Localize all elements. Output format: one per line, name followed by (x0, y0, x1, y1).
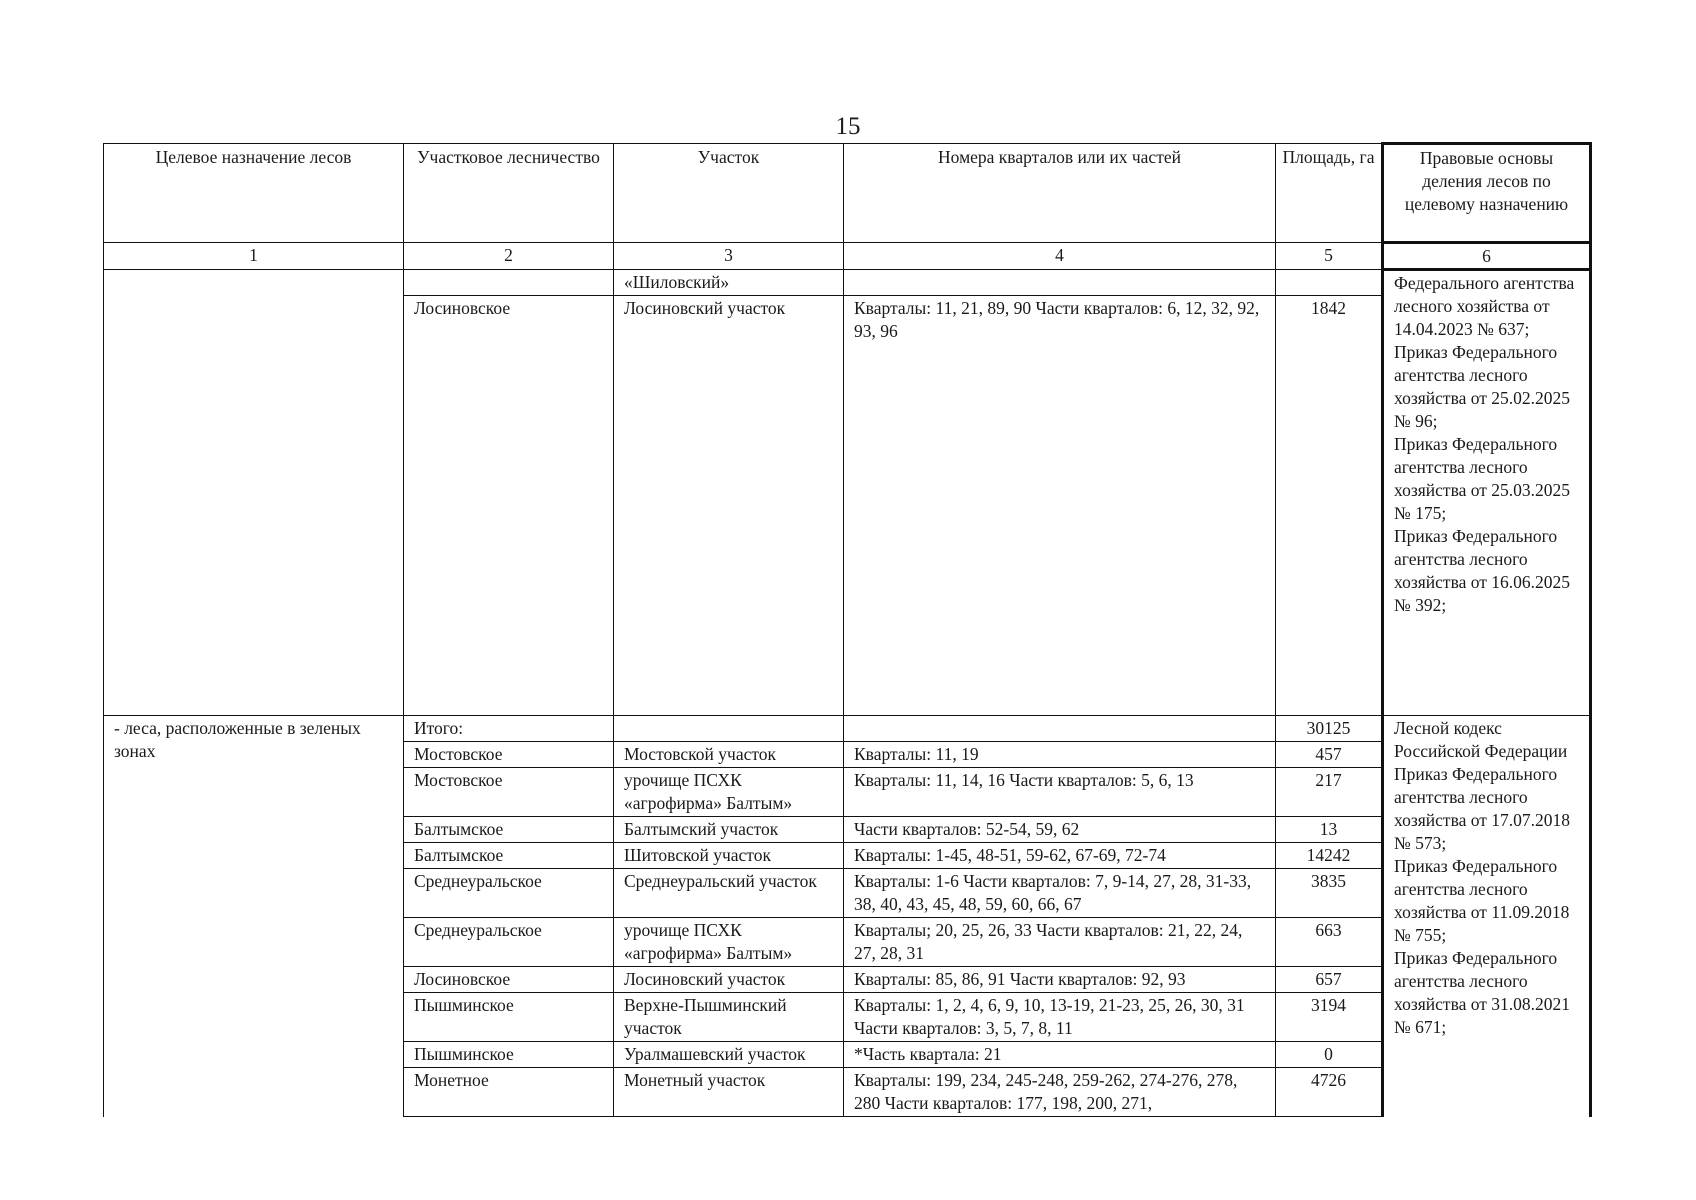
quarters-cell: Кварталы: 1, 2, 4, 6, 9, 10, 13-19, 21-23, 25, 26, 30, 31 Части кварталов: 3, 5, 7, 8, 11 (844, 993, 1276, 1042)
column-number: 1 (104, 243, 404, 270)
header-quarters: Номера кварталов или их частей (844, 144, 1276, 243)
forestry-cell: Среднеуральское (404, 869, 614, 918)
header-forestry: Участковое лесничество (404, 144, 614, 243)
header-legal-basis: Правовые основы деления лесов по целевому назначению (1383, 144, 1591, 243)
quarters-cell: Части кварталов: 52-54, 59, 62 (844, 817, 1276, 843)
area-cell: 13 (1276, 817, 1383, 843)
area-cell: 657 (1276, 967, 1383, 993)
parcel-cell: Среднеуральский участок (614, 869, 844, 918)
parcel-cell: Верхне-Пышминский участок (614, 993, 844, 1042)
legal-basis-item: Приказ Федерального агентства лесного хозяйства от 31.08.2021 № 671; (1394, 948, 1571, 1037)
header-purpose: Целевое назначение лесов (104, 144, 404, 243)
legal-basis-item: Приказ Федерального агентства лесного хозяйства от 16.06.2025 № 392; (1394, 526, 1571, 615)
area-cell: 3194 (1276, 993, 1383, 1042)
legal-basis-cell (1383, 270, 1591, 716)
column-number-row (104, 243, 1591, 270)
forestry-cell: Мостовское (404, 768, 614, 817)
legal-basis-item: Приказ Федерального агентства лесного хозяйства от 11.09.2018 № 755; (1394, 856, 1570, 945)
area-cell: 217 (1276, 768, 1383, 817)
forestry-cell: Среднеуральское (404, 918, 614, 967)
legal-basis-item: Приказ Федерального агентства лесного хозяйства от 25.02.2025 № 96; (1394, 342, 1571, 431)
total-area: 30125 (1276, 716, 1383, 742)
parcel-cell: Лосиновский участок (614, 967, 844, 993)
parcel-cell: урочище ПСХК «агрофирма» Балтым» (614, 768, 844, 817)
column-number: 5 (1276, 243, 1383, 270)
forestry-cell: Пышминское (404, 1042, 614, 1068)
area-cell: 3835 (1276, 869, 1383, 918)
forestry-cell (404, 270, 614, 296)
legal-basis-cell (1383, 716, 1591, 1117)
quarters-cell: Кварталы: 11, 21, 89, 90 Части кварталов: 6, 12, 32, 92, 93, 96 (844, 296, 1276, 716)
forestry-cell: Балтымское (404, 843, 614, 869)
forestry-cell: Лосиновское (404, 967, 614, 993)
quarters-cell: Кварталы: 85, 86, 91 Части кварталов: 92, 93 (844, 967, 1276, 993)
parcel-cell: Уралмашевский участок (614, 1042, 844, 1068)
area-cell: 1842 (1276, 296, 1383, 716)
header-area: Площадь, га (1276, 144, 1383, 243)
purpose-cell-empty (104, 270, 404, 716)
purpose-cell: - леса, расположенные в зеленых зонах (104, 716, 404, 1117)
area-cell: 0 (1276, 1042, 1383, 1068)
total-row (104, 716, 1591, 742)
forestry-cell: Мостовское (404, 742, 614, 768)
parcel-cell (614, 716, 844, 742)
quarters-cell (844, 716, 1276, 742)
parcel-cell: Монетный участок (614, 1068, 844, 1117)
legal-basis-item: Приказ Федерального агентства лесного хозяйства от 17.07.2018 № 573; (1394, 764, 1571, 853)
column-number: 3 (614, 243, 844, 270)
parcel-cell: Балтымский участок (614, 817, 844, 843)
area-cell: 14242 (1276, 843, 1383, 869)
quarters-cell: Кварталы: 199, 234, 245-248, 259-262, 274-276, 278, 280 Части кварталов: 177, 198, 200, 271, (844, 1068, 1276, 1117)
parcel-cell: урочище ПСХК «агрофирма» Балтым» (614, 918, 844, 967)
total-label: Итого: (404, 716, 614, 742)
area-cell: 4726 (1276, 1068, 1383, 1117)
forest-purpose-table (103, 142, 1592, 1117)
quarters-cell: Кварталы; 20, 25, 26, 33 Части кварталов: 21, 22, 24, 27, 28, 31 (844, 918, 1276, 967)
column-number: 2 (404, 243, 614, 270)
area-cell: 663 (1276, 918, 1383, 967)
quarters-cell: Кварталы: 1-6 Части кварталов: 7, 9-14, 27, 28, 31-33, 38, 40, 43, 45, 48, 59, 60, 66, 67 (844, 869, 1276, 918)
area-cell (1276, 270, 1383, 296)
parcel-cell: «Шиловский» (614, 270, 844, 296)
quarters-cell: Кварталы: 1-45, 48-51, 59-62, 67-69, 72-74 (844, 843, 1276, 869)
area-cell: 457 (1276, 742, 1383, 768)
header-row (104, 144, 1591, 243)
quarters-cell: Кварталы: 11, 19 (844, 742, 1276, 768)
legal-basis-item: Приказ Федерального агентства лесного хозяйства от 25.03.2025 № 175; (1394, 434, 1571, 523)
quarters-cell: *Часть квартала: 21 (844, 1042, 1276, 1068)
parcel-cell: Мостовской участок (614, 742, 844, 768)
parcel-cell: Шитовской участок (614, 843, 844, 869)
header-parcel: Участок (614, 144, 844, 243)
legal-basis-item: Федерального агентства лесного хозяйства от 14.04.2023 № 637; (1394, 273, 1575, 339)
column-number: 6 (1383, 243, 1591, 270)
quarters-cell: Кварталы: 11, 14, 16 Части кварталов: 5, 6, 13 (844, 768, 1276, 817)
table-row (104, 270, 1591, 296)
parcel-cell: Лосиновский участок (614, 296, 844, 716)
forestry-cell: Балтымское (404, 817, 614, 843)
legal-basis-item: Лесной кодекс Российской Федерации (1394, 718, 1568, 761)
forestry-cell: Лосиновское (404, 296, 614, 716)
page-number: 15 (835, 113, 861, 140)
quarters-cell (844, 270, 1276, 296)
column-number: 4 (844, 243, 1276, 270)
forestry-cell: Монетное (404, 1068, 614, 1117)
forestry-cell: Пышминское (404, 993, 614, 1042)
